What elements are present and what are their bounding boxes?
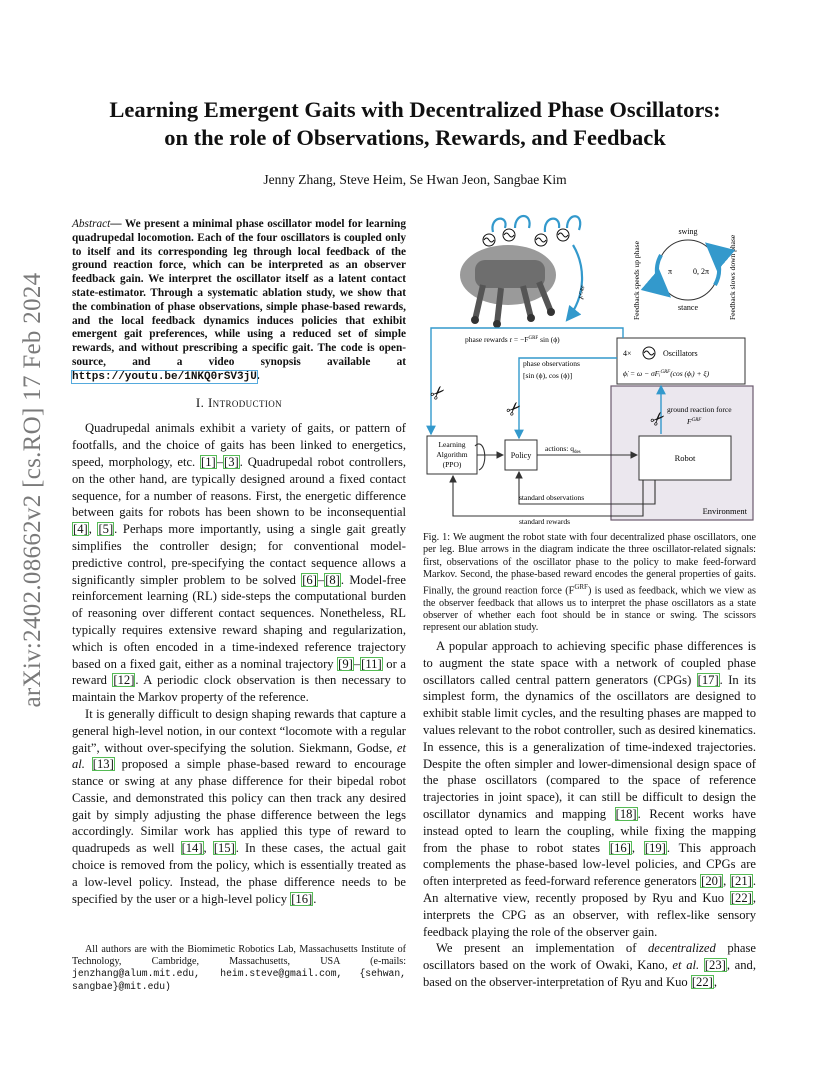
title-line-2: on the role of Observations, Rewards, and Feedback bbox=[164, 125, 666, 150]
figure-1-caption bbox=[423, 532, 756, 635]
citation-link[interactable]: [9] bbox=[338, 656, 353, 671]
caption-text: ) is used as feedback, which we view as the observer feedback that allows us to interpret the phase oscillators as a state observer of whether each foot should be in stance or swing. The scissors represent our ablation study. bbox=[423, 585, 756, 634]
text-run: . In its simplest form, the dynamics of the oscillators are designed to exhibit stable limit cycles, and the resulting phases are mapped to values relevant to the robot controller, such as desired kinematics. In essence, this is a generalization of time-indexed trajectories. Despite the often simpler and lower-dimensional design space of the phase oscillators (compared to the space of reference trajectories in joint space), it can still be difficult to design the oscillator dynamics and mapping bbox=[423, 672, 756, 821]
caption-superscript: GRF bbox=[574, 583, 588, 592]
learning-algorithm-label: Learning bbox=[438, 440, 466, 449]
text-run: . Recent works have instead opted to learn the coupling, while fixing the mapping from the phase to robot states bbox=[423, 806, 756, 855]
phase-rewards-label: phase rewards $r = -F^{GRF}$ sin (ϕ) bbox=[465, 335, 560, 344]
phase-observations-vector: [sin (ϕ), cos (ϕ)] bbox=[523, 371, 573, 380]
citation-link[interactable]: [17] bbox=[697, 672, 719, 687]
text-run: . bbox=[313, 891, 317, 906]
text-run: We present an implementation of bbox=[436, 941, 648, 956]
video-synopsis-link[interactable]: https://youtu.be/1NKQ0rSV3jU bbox=[72, 370, 257, 383]
text-run: Quadrupedal animals exhibit a variety of gaits, or pattern of footfalls, and the choice of gaits has been linked to energetics, speed, morphology, etc. bbox=[72, 421, 406, 469]
svg-text:✂: ✂ bbox=[501, 396, 527, 422]
standard-rewards-label: standard rewards bbox=[519, 517, 571, 526]
text-run: , bbox=[723, 874, 730, 889]
caption-label: Fig. 1: bbox=[423, 532, 453, 543]
intro-paragraph-2 bbox=[72, 706, 406, 908]
text-run: , bbox=[203, 841, 213, 856]
oscillator-count-label: 4× bbox=[623, 349, 632, 358]
learning-algorithm-label: Algorithm bbox=[436, 450, 468, 459]
text-run: A popular approach to achieving specific phase differences is to augment the state space with a network of coupled phase oscillators called central pattern generators (CPGs) bbox=[423, 639, 756, 687]
text-run: – bbox=[216, 454, 224, 469]
actions-label: actions: $q_{des}$ bbox=[545, 444, 581, 455]
phase-observations-label: phase observations bbox=[523, 359, 580, 368]
abstract-label: Abstract bbox=[72, 218, 111, 230]
text-run: . Quadrupedal robot controllers, on the other hand, are typically designed around a fixed contact sequence, for a number of reasons. First, the energetic difference between gaits for robots has been shown to be inconsequential bbox=[72, 454, 406, 520]
feedback-slows-down-label: Feedback slows down phase bbox=[728, 234, 737, 320]
abstract bbox=[72, 218, 406, 385]
caption-text: We augment the robot state with four decentralized phase oscillators, one per leg. Blue arrows in the diagram indicate the three oscillator-related signals: first, observations of the oscillator phase to the policy to make feed-forward Markov. Second, the phase-based reward encodes the general properties of gaits. Finally, the ground reaction force (F bbox=[423, 532, 756, 597]
intro-paragraph-4 bbox=[423, 940, 756, 990]
policy-label: Policy bbox=[510, 451, 532, 460]
citation-link[interactable]: [16] bbox=[609, 840, 631, 855]
citation-link[interactable]: [22] bbox=[730, 890, 752, 905]
citation-link[interactable]: [3] bbox=[224, 454, 239, 469]
title-line-1: Learning Emergent Gaits with Decentralized Phase Oscillators: bbox=[109, 97, 721, 122]
text-run: – bbox=[317, 572, 325, 587]
intro-paragraph-1 bbox=[72, 420, 406, 706]
citation-link[interactable]: [4] bbox=[73, 522, 88, 537]
citation-link[interactable]: [20] bbox=[701, 874, 723, 889]
text-run: , bbox=[88, 522, 98, 537]
left-column bbox=[72, 218, 406, 907]
text-run: It is generally difficult to design shaping rewards that capture a general high-level notion, in our context “locomote with a regular gait”, without over-specifying the solution. Siekmann, Godse, bbox=[72, 706, 406, 755]
grf-label: ground reaction force bbox=[667, 405, 732, 414]
oscillator-equation: ϕ̇ᵢ = ω − σFᵢ$^{GRF}$(cos (ϕᵢ) + ξ) bbox=[623, 369, 710, 378]
affiliation-footnote bbox=[72, 944, 406, 993]
text-run: . A periodic clock observation is then necessary to maintain the Markov property of the reference. bbox=[72, 673, 406, 705]
text-run: – bbox=[353, 656, 361, 671]
citation-link[interactable]: [19] bbox=[644, 840, 666, 855]
feedback-speeds-up-label: Feedback speeds up phase bbox=[632, 241, 641, 320]
learning-algorithm-label: (PPO) bbox=[442, 460, 462, 469]
text-run: . This approach complements the phase-based low-level policies, and CPGs are often interpreted as feed-forward reference generators bbox=[423, 840, 756, 889]
system-diagram bbox=[423, 200, 759, 530]
text-run-italic: decentralized bbox=[647, 941, 716, 956]
text-run: , and, based on the observer-interpretation of Ryu and Kuo bbox=[423, 958, 756, 989]
text-run-italic: et al. bbox=[672, 958, 700, 973]
text-run-italic: et al. bbox=[72, 740, 406, 772]
text-run: . Model-free reinforcement learning (RL) side-steps the computational burden of reasoning over different contact sequences. Nonetheless, RL typically requires extensive reward shaping and regularization, which is often encoded in a time-indexed reference trajectory based on a fixed gait, either as a nominal trajectory bbox=[72, 572, 406, 671]
citation-link[interactable]: [6] bbox=[302, 572, 317, 587]
section-heading-introduction bbox=[72, 395, 406, 412]
text-run: , bbox=[631, 840, 644, 855]
zero-2pi-label: 0, 2π bbox=[693, 267, 710, 276]
oscillators-label: Oscillators bbox=[663, 349, 698, 358]
citation-link[interactable]: [11] bbox=[361, 656, 382, 671]
text-run: . In these cases, the actual gait choice is removed from the policy, which is essentially treated as a low-level policy. Instead, the phase difference needs to be specified by the user or a high-level policy bbox=[72, 841, 407, 906]
citation-link[interactable]: [16] bbox=[291, 891, 313, 906]
citation-link[interactable]: [13] bbox=[92, 757, 114, 772]
robot-photo bbox=[460, 216, 590, 328]
standard-observations-label: standard observations bbox=[519, 493, 585, 502]
footnote-emails: jenzhang@alum.mit.edu, heim.steve@gmail.com, bbox=[72, 968, 343, 980]
grf-symbol: $F^{GRF}$ bbox=[687, 417, 702, 426]
svg-text:✂: ✂ bbox=[425, 380, 451, 406]
citation-link[interactable]: [1] bbox=[201, 454, 216, 469]
citation-link[interactable]: [15] bbox=[213, 841, 235, 856]
figure-1 bbox=[423, 200, 759, 530]
arxiv-identifier-text: arXiv:2402.08662v2 [cs.RO] 17 Feb 2024 bbox=[19, 272, 46, 708]
stance-label: stance bbox=[678, 303, 698, 312]
text-run: proposed a simple phase-based reward to encourage stance or swing at any phase difference for their bipedal robot Cassie, and demonstrated this policy can then track any desired gait by simply adjusting the phase difference between the legs accordingly. Similar work has applied this type of reward to quadrupeds as well bbox=[72, 757, 406, 856]
oscillator-icon bbox=[483, 229, 569, 246]
fgrf-label: $F^{GRF}$ bbox=[577, 284, 587, 301]
intro-paragraph-3 bbox=[423, 638, 756, 940]
text-run: or a reward bbox=[72, 656, 406, 688]
phase-cycle-diagram bbox=[632, 227, 737, 320]
text-run: , interprets the CPG as an observer, with reflex-like sensory feedback playing the role of the observer gain. bbox=[423, 890, 756, 939]
right-column-text bbox=[423, 638, 756, 991]
swing-label: swing bbox=[678, 227, 698, 236]
footnote-emails: {sehwan, sangbae}@mit.edu) bbox=[72, 968, 406, 992]
robot-label: Robot bbox=[674, 453, 696, 463]
footnote-text: All authors are with the Biomimetic Robotics Lab, Massachusetts Institute of Technology, Cambridge, Massachusetts, USA (e-mails: bbox=[72, 944, 406, 968]
pi-label: π bbox=[668, 267, 673, 276]
text-run: . An alternative view, recently proposed by Ryu and Kuo bbox=[423, 874, 756, 905]
section-heading-text: I. Introduction bbox=[195, 394, 283, 410]
citation-link[interactable]: [23] bbox=[704, 958, 726, 973]
text-run: phase oscillators based on the work of Owaki, Kano, bbox=[423, 941, 757, 973]
citation-link[interactable]: [5] bbox=[98, 522, 114, 537]
text-run: . Perhaps more importantly, using a single gait greatly simplifies the controller design; for conventional model-predictive control, pre-specifying the contact sequence allows a significantly simpler problem to be solved bbox=[72, 522, 406, 587]
citation-link[interactable]: [14] bbox=[181, 841, 203, 856]
citation-link[interactable]: [21] bbox=[730, 874, 752, 889]
svg-text:✂: ✂ bbox=[645, 406, 671, 432]
citation-link[interactable]: [12] bbox=[113, 673, 135, 688]
environment-label: Environment bbox=[702, 506, 747, 516]
text-run: , bbox=[713, 974, 717, 989]
citation-link[interactable]: [18] bbox=[615, 806, 637, 821]
abstract-end: . bbox=[256, 369, 260, 382]
arxiv-identifier-stamp bbox=[18, 272, 48, 708]
citation-link[interactable]: [22] bbox=[691, 974, 713, 989]
citation-link[interactable]: [8] bbox=[325, 572, 340, 587]
paper-title bbox=[70, 96, 760, 152]
author-list: Jenny Zhang, Steve Heim, Se Hwan Jeon, Sangbae Kim bbox=[263, 172, 567, 187]
abstract-text: — We present a minimal phase oscillator model for learning quadrupedal locomotion. Each of the four oscillators is coupled only to itself and its corresponding leg through local feedback of the ground reaction force, which can be interpreted as an observer feedback gain. We interpret the oscillator itself as a latent contact state-estimator. Through a systematic ablation study, we show that the combination of phase observations, simple phase-based rewards, and the local feedback dynamics induces policies that exhibit emergent gait preferences, while using a reduced set of simple rewards, and without prescribing a specific gait. The code is open-source, and a video synopsis available at bbox=[72, 218, 406, 368]
